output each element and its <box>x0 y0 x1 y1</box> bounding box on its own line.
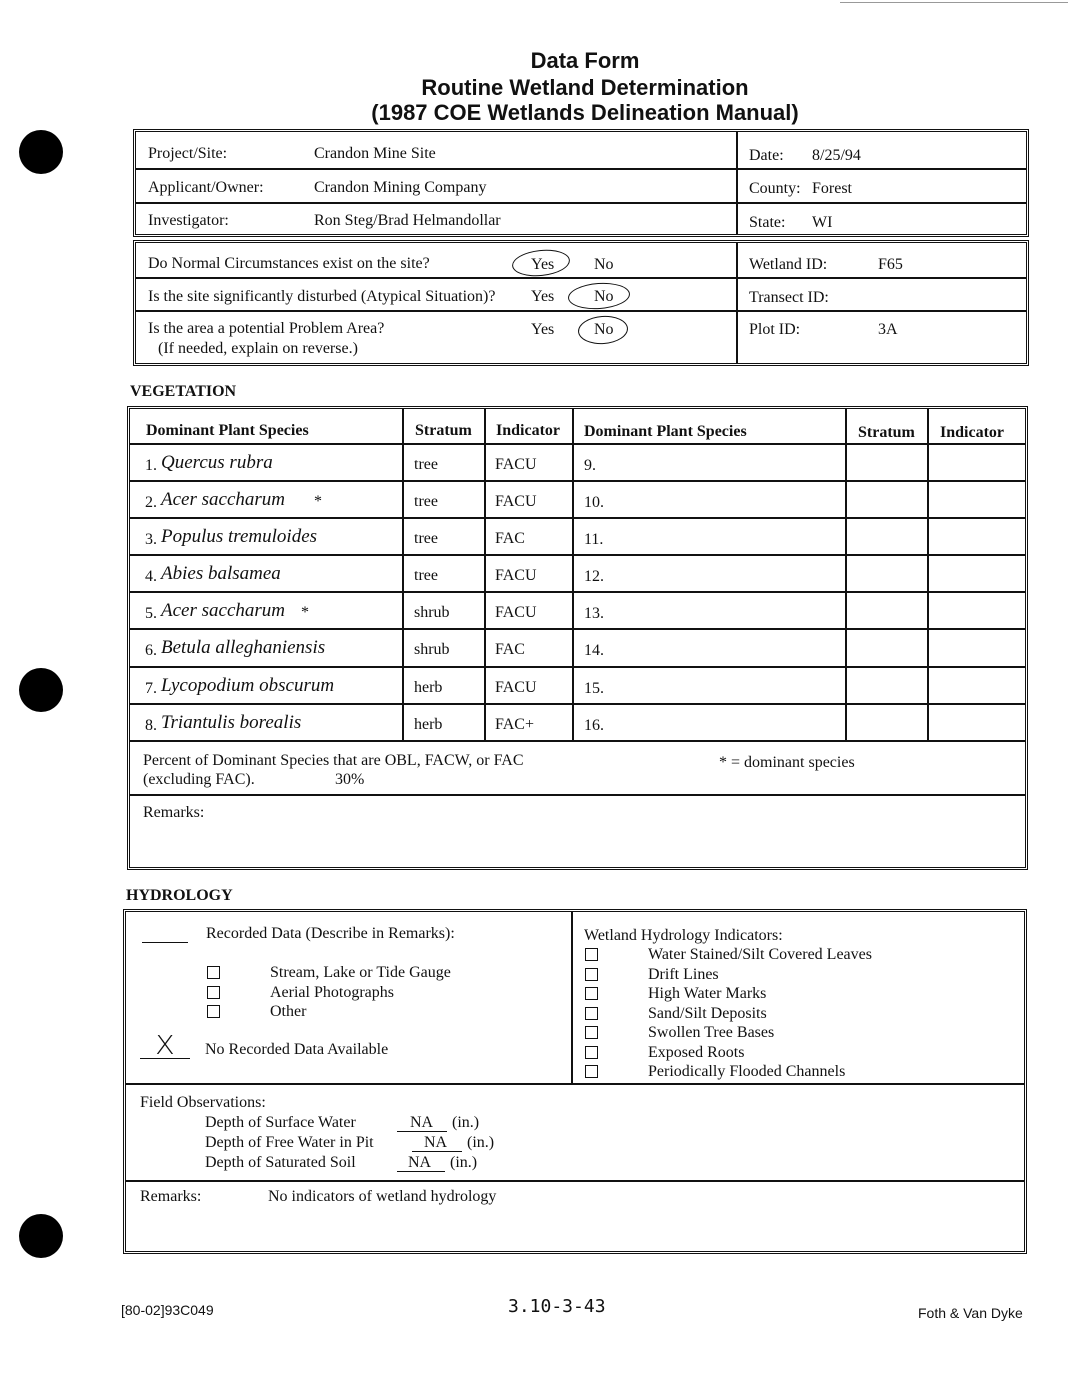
indicator-checkbox[interactable] <box>585 1065 598 1078</box>
species-stratum: shrub <box>414 641 450 658</box>
plot-id-label: Plot ID: <box>749 321 801 338</box>
investigator-value: Ron Steg/Brad Helmandollar <box>314 212 501 229</box>
dominant-species-mark: * <box>314 493 322 510</box>
species-stratum: herb <box>414 716 443 733</box>
punch-hole <box>19 130 63 174</box>
wetland-id-label: Wetland ID: <box>749 256 828 273</box>
date-value: 8/25/94 <box>812 147 861 164</box>
species-row-number: 11. <box>584 531 604 548</box>
aerial-photos-checkbox[interactable] <box>207 986 220 999</box>
q3-yes-option[interactable]: Yes <box>531 321 555 338</box>
species-indicator: FAC <box>495 530 525 547</box>
col-species-right: Dominant Plant Species <box>584 423 747 440</box>
indicator-checkbox[interactable] <box>585 948 598 961</box>
plot-id-value: 3A <box>878 321 898 338</box>
species-name: Populus tremuloides <box>161 526 318 547</box>
punch-hole <box>19 1214 63 1258</box>
indicator-label: High Water Marks <box>648 985 767 1002</box>
company-name: Foth & Van Dyke <box>918 1305 1023 1321</box>
other-label: Other <box>270 1003 307 1020</box>
problem-area-question: Is the area a potential Problem Area? <box>148 320 385 337</box>
species-stratum: tree <box>414 567 438 584</box>
q1-yes-option[interactable]: Yes <box>531 256 555 273</box>
project-label: Project/Site: <box>148 145 228 162</box>
indicator-label: Water Stained/Silt Covered Leaves <box>648 946 872 963</box>
species-name: Abies balsamea <box>161 563 281 584</box>
species-row-number: 4. <box>145 568 157 585</box>
species-indicator: FAC <box>495 641 525 658</box>
species-name: Quercus rubra <box>161 452 273 473</box>
percent-dominant-line2: (excluding FAC). <box>143 771 255 788</box>
county-value: Forest <box>812 180 852 197</box>
problem-area-note: (If needed, explain on reverse.) <box>158 340 358 357</box>
applicant-label: Applicant/Owner: <box>148 179 264 196</box>
saturated-soil-unit: (in.) <box>450 1154 478 1171</box>
species-row-number: 1. <box>145 457 157 474</box>
species-row-number: 15. <box>584 680 604 697</box>
document-code: [80-02]93C049 <box>121 1302 214 1318</box>
hydrology-heading: HYDROLOGY <box>126 887 233 904</box>
no-data-label: No Recorded Data Available <box>205 1041 389 1058</box>
indicator-checkbox[interactable] <box>585 987 598 1000</box>
other-checkbox[interactable] <box>207 1005 220 1018</box>
species-name: Betula alleghaniensis <box>161 637 326 658</box>
disturbed-question: Is the site significantly disturbed (Atypical Situation)? <box>148 288 496 305</box>
aerial-photos-label: Aerial Photographs <box>270 984 394 1001</box>
indicator-label: Sand/Silt Deposits <box>648 1004 767 1022</box>
percent-dominant-value: 30% <box>335 771 365 788</box>
col-indicator-left: Indicator <box>496 422 560 439</box>
species-indicator: FACU <box>495 493 537 510</box>
species-row-number: 6. <box>145 642 157 659</box>
species-stratum: herb <box>414 679 443 696</box>
col-species-left: Dominant Plant Species <box>146 422 309 439</box>
indicator-label: Drift Lines <box>648 965 719 983</box>
species-name: Acer saccharum <box>161 489 285 510</box>
punch-hole <box>19 668 63 712</box>
species-indicator: FACU <box>495 604 537 621</box>
hydrology-remarks-value: No indicators of wetland hydrology <box>268 1188 497 1205</box>
county-label: County: <box>749 180 801 197</box>
percent-dominant-line1: Percent of Dominant Species that are OBL, FACW, or FAC <box>143 752 524 769</box>
indicator-label: Periodically Flooded Channels <box>648 1063 846 1080</box>
species-indicator: FACU <box>495 679 537 696</box>
species-name: Triantulis borealis <box>161 712 302 733</box>
transect-id-label: Transect ID: <box>749 289 829 306</box>
species-row-number: 9. <box>584 457 596 474</box>
free-water-pit-unit: (in.) <box>467 1134 495 1151</box>
q2-yes-option[interactable]: Yes <box>531 288 555 305</box>
species-row-number: 14. <box>584 642 604 659</box>
species-stratum: tree <box>414 530 438 547</box>
species-indicator: FACU <box>495 567 537 584</box>
indicator-checkbox[interactable] <box>585 1026 598 1039</box>
col-stratum-right: Stratum <box>858 424 915 441</box>
col-indicator-right: Indicator <box>940 424 1004 441</box>
saturated-soil-value: NA <box>408 1154 432 1171</box>
surface-water-unit: (in.) <box>452 1114 480 1131</box>
scan-edge-line <box>840 2 1068 3</box>
species-stratum: shrub <box>414 604 450 621</box>
page-number: 3.10-3-43 <box>508 1296 606 1317</box>
surface-water-label: Depth of Surface Water <box>205 1114 356 1131</box>
species-row-number: 2. <box>145 494 157 511</box>
wetland-id-value: F65 <box>878 256 903 273</box>
no-data-check-mark[interactable]: X <box>155 1031 175 1061</box>
q1-no-option[interactable]: No <box>594 256 614 273</box>
investigator-label: Investigator: <box>148 212 229 229</box>
species-stratum: tree <box>414 456 438 473</box>
form-title: Data Form <box>530 48 640 73</box>
state-value: WI <box>812 214 833 231</box>
stream-gauge-label: Stream, Lake or Tide Gauge <box>270 964 451 981</box>
species-indicator: FACU <box>495 456 537 473</box>
q2-no-option[interactable]: No <box>594 288 614 305</box>
dominant-species-mark: * <box>301 604 309 621</box>
species-row-number: 3. <box>145 531 157 548</box>
species-row-number: 8. <box>145 717 157 734</box>
indicator-checkbox[interactable] <box>585 968 598 981</box>
hydrology-box <box>123 909 1027 1254</box>
manual-reference: (1987 COE Wetlands Delineation Manual) <box>371 100 799 125</box>
surface-water-value: NA <box>410 1114 434 1131</box>
field-observations-label: Field Observations: <box>140 1094 266 1111</box>
species-name: Lycopodium obscurum <box>161 675 335 696</box>
applicant-value: Crandon Mining Company <box>314 179 487 196</box>
species-indicator: FAC+ <box>495 716 534 733</box>
normal-circumstances-question: Do Normal Circumstances exist on the site? <box>148 255 430 272</box>
species-name: Acer saccharum <box>161 600 285 621</box>
vegetation-heading: VEGETATION <box>130 383 237 400</box>
saturated-soil-label: Depth of Saturated Soil <box>205 1154 356 1171</box>
dominant-species-note: * = dominant species <box>719 754 855 771</box>
species-stratum: tree <box>414 493 438 510</box>
state-label: State: <box>749 214 786 231</box>
indicator-checkbox[interactable] <box>585 1007 598 1020</box>
recorded-data-label: Recorded Data (Describe in Remarks): <box>206 925 455 942</box>
free-water-pit-label: Depth of Free Water in Pit <box>205 1134 374 1151</box>
stream-gauge-checkbox[interactable] <box>207 966 220 979</box>
free-water-pit-value: NA <box>424 1134 448 1151</box>
indicator-checkbox[interactable] <box>585 1046 598 1059</box>
wetland-indicators-label: Wetland Hydrology Indicators: <box>584 927 783 944</box>
vegetation-remarks-label: Remarks: <box>143 804 205 821</box>
hydrology-remarks-label: Remarks: <box>140 1188 202 1205</box>
col-stratum-left: Stratum <box>415 422 472 439</box>
species-row-number: 10. <box>584 494 604 511</box>
species-row-number: 7. <box>145 680 157 697</box>
indicator-label: Swollen Tree Bases <box>648 1024 775 1041</box>
q3-no-option[interactable]: No <box>594 321 614 338</box>
indicator-label: Exposed Roots <box>648 1043 745 1061</box>
species-row-number: 12. <box>584 568 604 585</box>
site-info-box <box>133 129 1029 237</box>
species-row-number: 13. <box>584 605 604 622</box>
form-subtitle: Routine Wetland Determination <box>421 75 749 100</box>
species-row-number: 16. <box>584 717 604 734</box>
project-value: Crandon Mine Site <box>314 145 436 162</box>
species-row-number: 5. <box>145 605 157 622</box>
date-label: Date: <box>749 147 784 164</box>
